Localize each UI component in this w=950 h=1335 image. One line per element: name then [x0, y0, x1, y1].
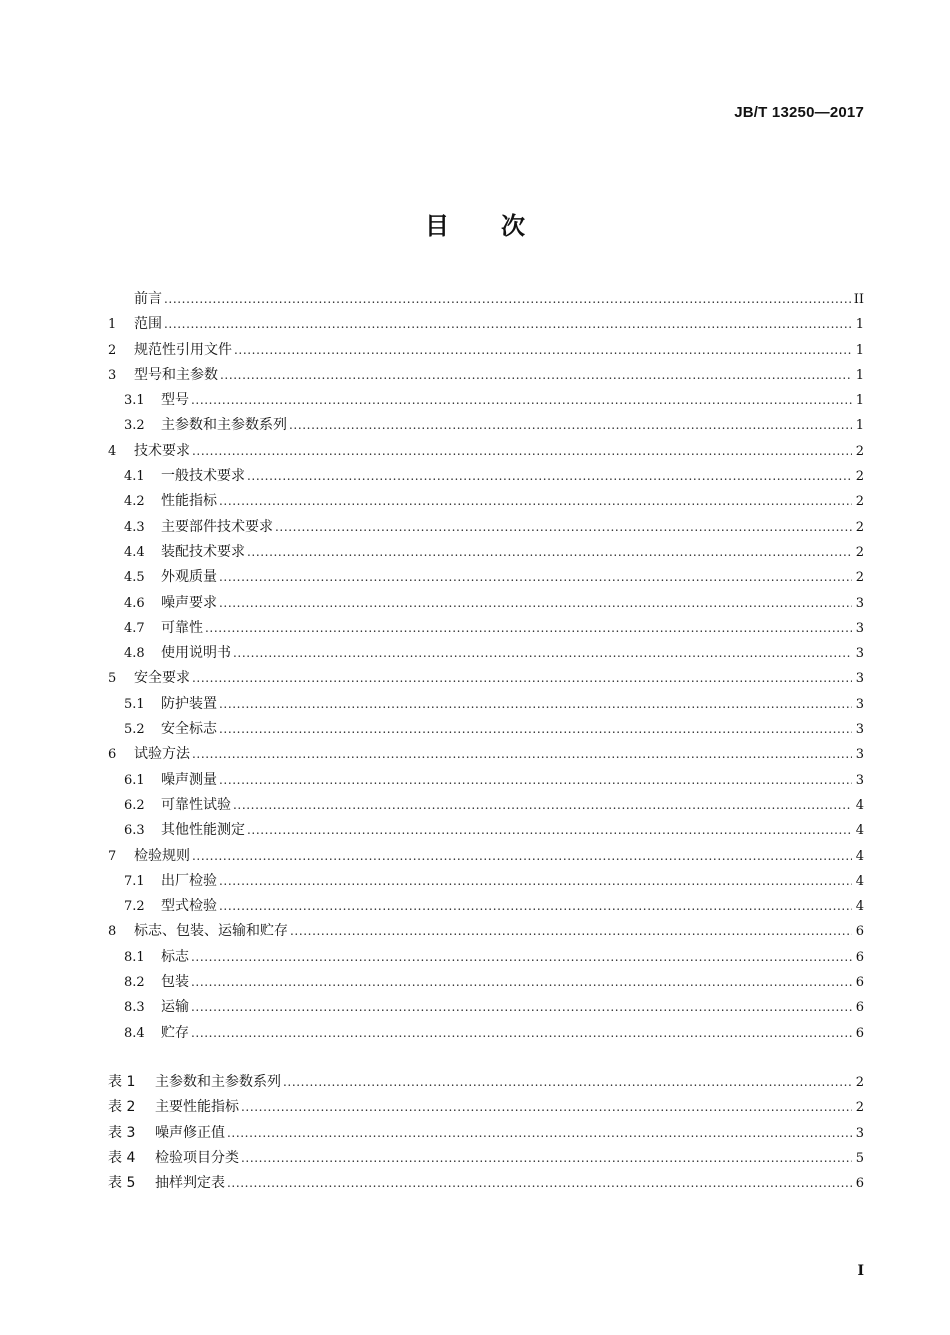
table-index-number: 表 1	[108, 1074, 136, 1090]
table-index-page: 5	[855, 1150, 864, 1166]
toc-entry-label: 主要部件技术要求	[161, 518, 273, 535]
toc-entry-page: 2	[855, 519, 864, 535]
dot-leader	[233, 793, 852, 818]
dot-leader	[192, 666, 852, 691]
dot-leader	[227, 1171, 852, 1196]
dot-leader	[241, 1095, 852, 1120]
toc-entry-page: 6	[855, 949, 864, 965]
toc-entry[interactable]	[108, 287, 864, 312]
dot-leader	[192, 844, 852, 869]
dot-leader	[191, 995, 852, 1020]
toc-entry-number: 8.2	[124, 975, 145, 991]
toc-entry[interactable]	[108, 1021, 864, 1046]
toc-entry-page: 6	[855, 975, 864, 991]
toc-entry-page: 1	[855, 317, 864, 333]
toc-entry-label: 包装	[161, 974, 189, 991]
toc-entry-page: 3	[855, 696, 864, 712]
table-index-label: 噪声修正值	[155, 1124, 225, 1141]
toc-entry[interactable]	[108, 869, 864, 894]
dot-leader	[164, 312, 852, 337]
table-index-page: 3	[855, 1125, 864, 1141]
dot-leader	[289, 413, 852, 438]
toc-entry-number: 8.1	[124, 949, 145, 965]
dot-leader	[247, 818, 852, 843]
toc-entry-label: 防护装置	[161, 695, 217, 712]
toc-entry-number: 5.2	[124, 722, 145, 738]
toc-entry-page: 4	[855, 899, 864, 915]
table-index-entry[interactable]	[108, 1095, 864, 1120]
toc-title-char: 目	[425, 212, 449, 240]
dot-leader	[219, 894, 852, 919]
dot-leader	[241, 1146, 852, 1171]
dot-leader	[192, 742, 852, 767]
toc-title-char: 次	[501, 212, 525, 240]
toc-entry-label: 型号	[161, 392, 189, 409]
toc-entry-label: 安全标志	[161, 721, 217, 738]
dot-leader	[191, 388, 852, 413]
toc-entry[interactable]	[108, 338, 864, 363]
toc-entry-label: 一般技术要求	[161, 468, 245, 485]
toc-entry-page: 3	[855, 671, 864, 687]
toc-entry-label: 型号和主参数	[134, 366, 218, 383]
table-index-label: 主要性能指标	[155, 1099, 239, 1116]
toc-entry-label: 噪声测量	[161, 771, 217, 788]
toc-entry-page: 2	[855, 443, 864, 459]
dot-leader	[164, 287, 852, 312]
toc-entry[interactable]	[108, 970, 864, 995]
toc-entry[interactable]	[108, 666, 864, 691]
toc-entry-number: 7	[108, 848, 117, 864]
dot-leader	[219, 717, 852, 742]
toc-entry-number: 5.1	[124, 696, 145, 712]
dot-leader	[191, 945, 852, 970]
toc-entry[interactable]	[108, 919, 864, 944]
toc-entry-number: 4.7	[124, 620, 145, 636]
toc-entry-page: 3	[855, 620, 864, 636]
toc-entry[interactable]	[108, 439, 864, 464]
toc-entry-page: 6	[855, 924, 864, 940]
toc-entry-page: 4	[855, 848, 864, 864]
toc-entry-label: 规范性引用文件	[134, 341, 232, 358]
toc-entry-page: 4	[855, 797, 864, 813]
toc-entry-page: 3	[855, 595, 864, 611]
dot-leader	[219, 565, 852, 590]
toc-entry-page: 2	[855, 469, 864, 485]
toc-entry-label: 前言	[134, 291, 162, 307]
toc-entry[interactable]	[108, 489, 864, 514]
toc-entry-page: 1	[855, 342, 864, 358]
toc-entry-label: 其他性能测定	[161, 822, 245, 839]
toc-entry[interactable]	[108, 388, 864, 413]
toc-entry-page: 2	[855, 494, 864, 510]
dot-leader	[220, 363, 852, 388]
toc-entry-number: 3.2	[124, 418, 145, 434]
toc-entry-label: 外观质量	[161, 569, 217, 586]
table-index-entry[interactable]	[108, 1171, 864, 1196]
toc-entry-number: 3	[108, 367, 117, 383]
toc-entry[interactable]	[108, 742, 864, 767]
toc-entry-number: 4.3	[124, 519, 145, 535]
toc-entry-number: 4.8	[124, 646, 145, 662]
toc-entry-label: 技术要求	[134, 442, 190, 459]
table-index-label: 抽样判定表	[155, 1175, 225, 1192]
table-index-number: 表 2	[108, 1099, 136, 1116]
toc-entry-page: 3	[855, 747, 864, 763]
toc-entry-label: 使用说明书	[161, 645, 231, 662]
toc-entry-number: 5	[108, 671, 117, 687]
toc-entry-label: 可靠性	[161, 619, 203, 636]
toc-entry-page: 1	[855, 367, 864, 383]
dot-leader	[219, 768, 852, 793]
toc-entry-number: 3.1	[124, 393, 145, 409]
toc-entry-page: 3	[855, 646, 864, 662]
toc-entry[interactable]	[108, 818, 864, 843]
toc-entry-label: 性能指标	[161, 493, 217, 510]
toc-entry-page: 3	[855, 722, 864, 738]
toc-entry-label: 范围	[134, 316, 162, 333]
table-index-entry[interactable]	[108, 1121, 864, 1146]
toc-entry-number: 4.1	[124, 469, 145, 485]
toc-entry-number: 6.2	[124, 797, 145, 813]
dot-leader	[290, 919, 852, 944]
toc-entry-page: 4	[855, 873, 864, 889]
toc-entry-page: II	[853, 292, 864, 307]
toc-entry-label: 可靠性试验	[161, 796, 231, 813]
toc-entry-label: 标志	[161, 948, 189, 965]
toc-entry[interactable]	[108, 540, 864, 565]
table-index-entry[interactable]	[108, 1070, 864, 1095]
toc-entry-label: 试验方法	[134, 746, 190, 763]
dot-leader	[233, 641, 852, 666]
toc-entry[interactable]	[108, 692, 864, 717]
toc-entry-number: 7.1	[124, 873, 145, 889]
dot-leader	[219, 692, 852, 717]
dot-leader	[234, 338, 852, 363]
dot-leader	[227, 1121, 852, 1146]
toc-list	[108, 287, 864, 1046]
toc-entry[interactable]	[108, 793, 864, 818]
toc-entry-label: 检验规则	[134, 847, 190, 864]
dot-leader	[191, 1021, 852, 1046]
toc-entry-number: 8.4	[124, 1025, 145, 1041]
toc-entry-page: 2	[855, 570, 864, 586]
toc-entry-label: 型式检验	[161, 898, 217, 915]
toc-entry-number: 4.5	[124, 570, 145, 586]
toc-entry[interactable]	[108, 363, 864, 388]
toc-entry-number: 6	[108, 747, 117, 763]
dot-leader	[247, 540, 852, 565]
toc-entry-number: 4.6	[124, 595, 145, 611]
toc-entry[interactable]	[108, 995, 864, 1020]
toc-entry[interactable]	[108, 515, 864, 540]
dot-leader	[191, 970, 852, 995]
toc-entry[interactable]	[108, 616, 864, 641]
toc-entry[interactable]	[108, 945, 864, 970]
toc-entry-number: 8	[108, 924, 117, 940]
toc-entry-number: 8.3	[124, 1000, 145, 1016]
toc-entry[interactable]	[108, 464, 864, 489]
toc-entry[interactable]	[108, 894, 864, 919]
table-index-page: 6	[855, 1176, 864, 1192]
toc-entry-number: 7.2	[124, 899, 145, 915]
table-index-number: 表 5	[108, 1175, 136, 1192]
toc-title	[0, 206, 950, 241]
toc-entry-number: 1	[108, 317, 117, 333]
toc-entry-page: 3	[855, 772, 864, 788]
dot-leader	[283, 1070, 852, 1095]
toc-entry[interactable]	[108, 844, 864, 869]
toc-entry-label: 贮存	[161, 1024, 189, 1041]
toc-entry-number: 6.1	[124, 772, 145, 788]
toc-entry-number: 4	[108, 443, 117, 459]
toc-entry-number: 2	[108, 342, 117, 358]
toc-entry[interactable]	[108, 768, 864, 793]
toc-entry-number: 6.3	[124, 823, 145, 839]
toc-entry[interactable]	[108, 591, 864, 616]
table-index-number: 表 3	[108, 1124, 136, 1141]
toc-entry[interactable]	[108, 312, 864, 337]
dot-leader	[219, 869, 852, 894]
toc-entry-page: 6	[855, 1025, 864, 1041]
toc-entry-label: 装配技术要求	[161, 543, 245, 560]
toc-entry-label: 出厂检验	[161, 872, 217, 889]
dot-leader	[275, 515, 852, 540]
toc-entry[interactable]	[108, 717, 864, 742]
footer-page-number: I	[857, 1263, 864, 1279]
toc-entry[interactable]	[108, 565, 864, 590]
toc-entry-label: 标志、包装、运输和贮存	[134, 923, 288, 940]
table-index-page: 2	[855, 1075, 864, 1090]
toc-entry-page: 1	[855, 393, 864, 409]
toc-entry-page: 1	[855, 418, 864, 434]
dot-leader	[192, 439, 852, 464]
toc-entry-label: 运输	[161, 999, 189, 1016]
standard-code: JB/T 13250—2017	[734, 104, 864, 121]
dot-leader	[205, 616, 852, 641]
table-index-label: 主参数和主参数系列	[155, 1074, 281, 1090]
dot-leader	[219, 591, 852, 616]
toc-entry[interactable]	[108, 641, 864, 666]
toc-entry-label: 主参数和主参数系列	[161, 417, 287, 434]
toc-entry-number: 4.4	[124, 544, 145, 560]
table-list	[108, 1070, 864, 1196]
toc-entry[interactable]	[108, 413, 864, 438]
toc-entry-label: 安全要求	[134, 670, 190, 687]
table-index-label: 检验项目分类	[155, 1149, 239, 1166]
toc-entry-page: 2	[855, 544, 864, 560]
toc-entry-label: 噪声要求	[161, 594, 217, 611]
toc-entry-page: 4	[855, 823, 864, 839]
dot-leader	[247, 464, 852, 489]
toc-entry-page: 6	[855, 1000, 864, 1016]
table-index-number: 表 4	[108, 1149, 136, 1166]
table-index-entry[interactable]	[108, 1146, 864, 1171]
dot-leader	[219, 489, 852, 514]
toc-entry-number: 4.2	[124, 494, 145, 510]
table-index-page: 2	[855, 1100, 864, 1116]
